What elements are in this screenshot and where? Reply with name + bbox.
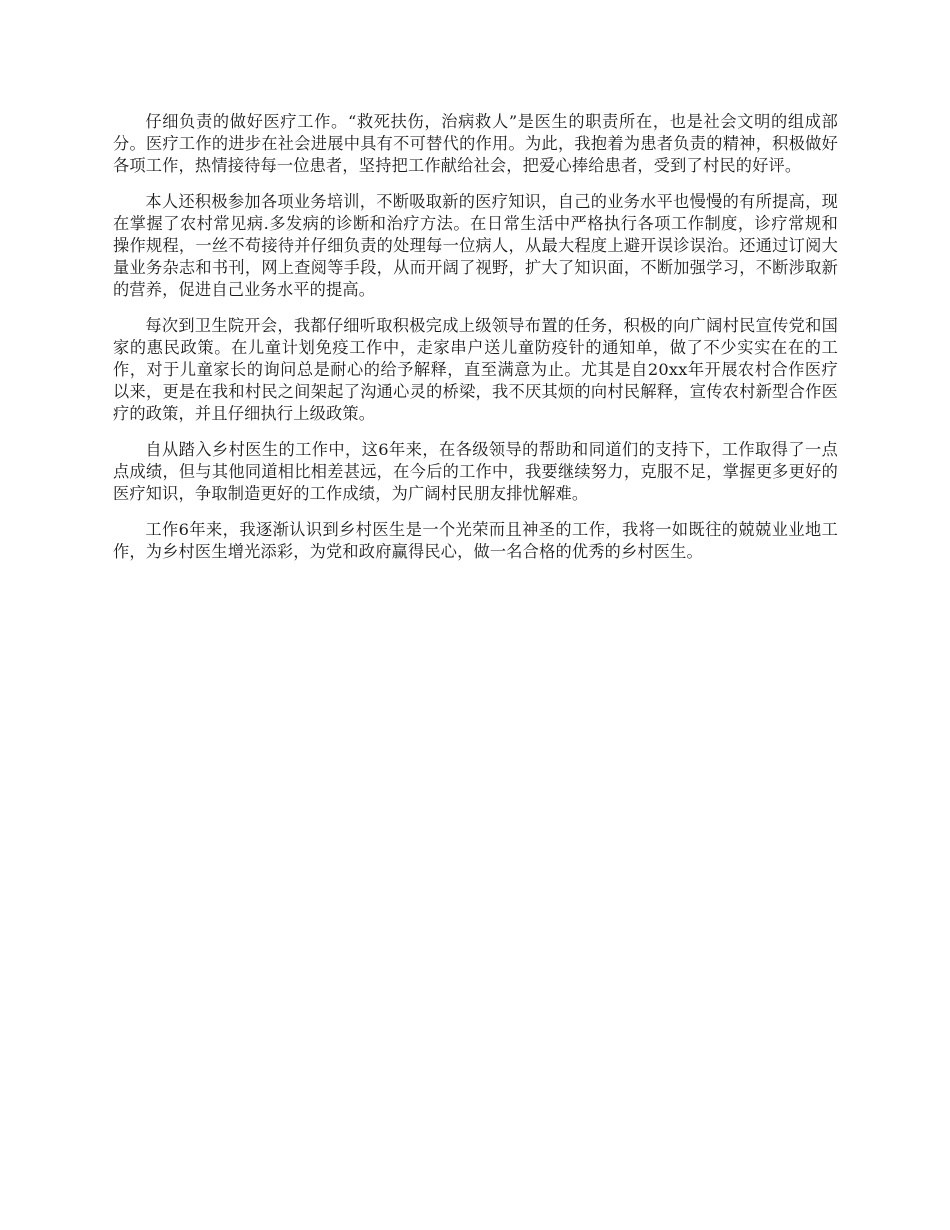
paragraph-3: 每次到卫生院开会，我都仔细听取积极完成上级领导布置的任务，积极的向广阔村民宣传党和国家的惠民政策。在儿童计划免疫工作中，走家串户送儿童防疫针的通知单，做了不少实实在在的工作，对于儿童家长的询问总是耐心的给予解释，直至满意为止。尤其是自20xx年开展农村合作医疗以来，更是在我和村民之间架起了沟通心灵的桥梁，我不厌其烦的向村民解释，宣传农村新型合作医疗的政策，并且仔细执行上级政策。 — [113, 316, 838, 423]
paragraph-5: 工作6年来，我逐渐认识到乡村医生是一个光荣而且神圣的工作，我将一如既往的兢兢业业地工作，为乡村医生增光添彩，为党和政府赢得民心，做一名合格的优秀的乡村医生。 — [113, 520, 838, 561]
paragraph-2: 本人还积极参加各项业务培训，不断吸取新的医疗知识，自己的业务水平也慢慢的有所提高，现在掌握了农村常见病.多发病的诊断和治疗方法。在日常生活中严格执行各项工作制度，诊疗常规和操作规程，一丝不苟接待并仔细负责的处理每一位病人，从最大程度上避开误诊误治。还通过订阅大量业务杂志和书刊，网上查阅等手段，从而开阔了视野，扩大了知识面，不断加强学习，不断涉取新的营养，促进自己业务水平的提高。 — [113, 192, 838, 299]
document-body — [113, 111, 838, 577]
paragraph-4: 自从踏入乡村医生的工作中，这6年来，在各级领导的帮助和同道们的支持下，工作取得了一点点成绩，但与其他同道相比相差甚远，在今后的工作中，我要继续努力，克服不足，掌握更多更好的医疗知识，争取制造更好的工作成绩，为广阔村民朋友排忧解难。 — [113, 440, 838, 503]
paragraph-1: 仔细负责的做好医疗工作。“救死扶伤，治病救人”是医生的职责所在，也是社会文明的组成部分。医疗工作的进步在社会进展中具有不可替代的作用。为此，我抱着为患者负责的精神，积极做好各项工作，热情接待每一位患者，坚持把工作献给社会，把爱心捧给患者，受到了村民的好评。 — [113, 112, 838, 175]
